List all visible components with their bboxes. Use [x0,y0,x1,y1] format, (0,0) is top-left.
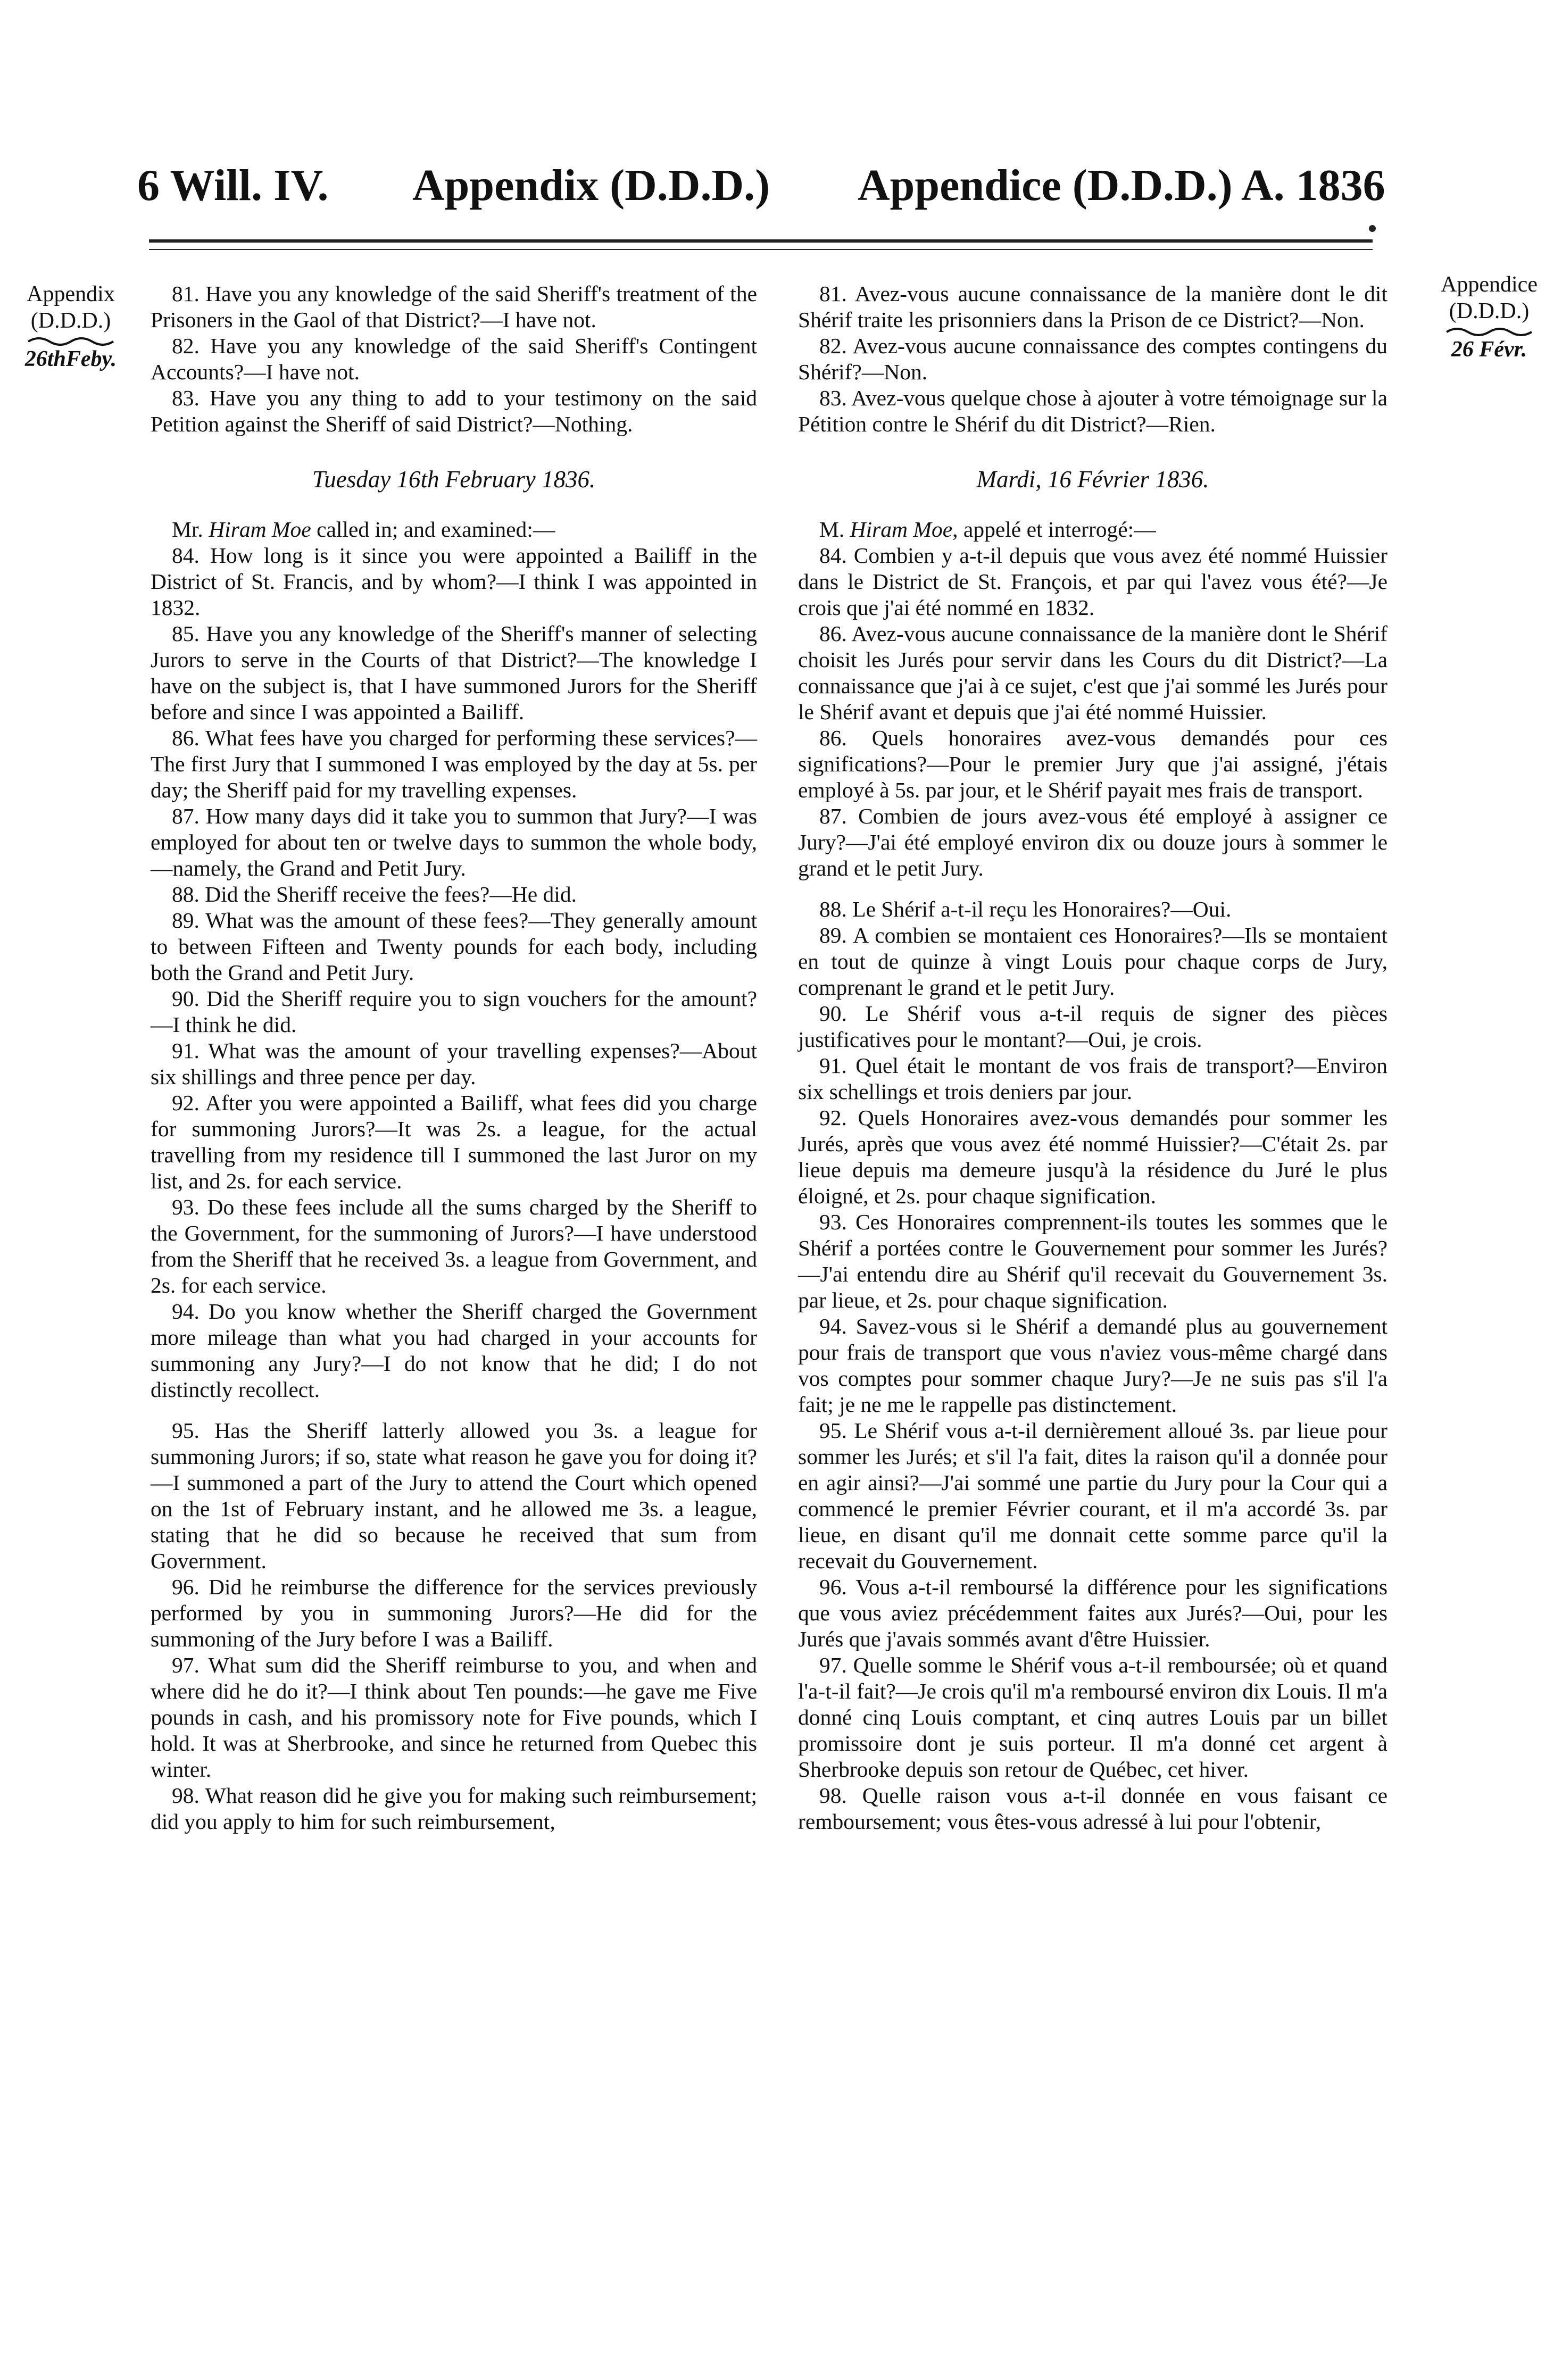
paragraph: 89. What was the amount of these fees?—They generally amount to between Fifteen and Twenty pounds for each body, including both the Grand and Petit Jury. [151,908,757,985]
paragraph: 86. Avez-vous aucune connaissance de la manière dont le Shérif choisit les Jurés pour servir dans les Cours du dit District?—La connaissance que j'ai à ce sujet, c'est que j'ai sommé les Jurés pour le Shérif avant et depuis que j'ai été nommé Huissier. [798,621,1387,724]
paragraph: 95. Has the Sheriff latterly allowed you 3s. a league for summoning Jurors; if so, state what reason he gave you for doing it?—I summoned a part of the Jury to attend the Court which opened on the 1st of February instant, and he allowed me 3s. a league, stating that he did so because he received that sum from Government. [151,1418,757,1573]
session-date: Mardi, 16 Février 1836. [976,466,1209,493]
paragraph: 94. Do you know whether the Sheriff charged the Government more mileage than what you had charged in your accounts for summoning any Jury?—I do not know that he did; I do not distinctly recollect. [151,1299,757,1402]
session-date: Tuesday 16th February 1836. [312,466,596,493]
header-volume: 6 Will. IV. [137,161,329,210]
witness-line [798,517,1387,543]
header-rule-thin [149,249,1373,250]
paragraph: 97. What sum did the Sheriff reimburse to you, and when and where did he do it?—I think about Ten pounds:—he gave me Five pounds in cash, and his promissory note for Five pounds, which I hold. It was at Sherbrooke, and since he returned from Quebec this winter. [151,1653,757,1782]
paragraph: 85. Have you any knowledge of the Sheriff's manner of selecting Jurors to serve in the Courts of that District?—The knowledge I have on the subject is, that I have summoned Jurors for the Sheriff before and since I was appointed a Bailiff. [151,621,757,724]
paragraph: 92. Quels Honoraires avez-vous demandés pour sommer les Jurés, après que vous avez été nommé Huissier?—C'était 2s. par lieue depuis ma demeure jusqu'à la résidence du Juré le plus éloigné, et 2s. pour chaque signification. [798,1105,1387,1208]
paragraph: 93. Ces Honoraires comprennent-ils toutes les sommes que le Shérif a portées contre le Gouvernement pour sommer les Jurés?—J'ai entendu dire au Shérif qu'il recevait du Gouvernement 3s. par lieue, et 2s. pour chaque signification. [798,1210,1387,1312]
paragraph: 88. Le Shérif a-t-il reçu les Honoraires?—Oui. [819,897,1232,921]
header-appendix-fr: Appendice (D.D.D.) A. 1836 [858,161,1385,210]
paragraph: 86. Quels honoraires avez-vous demandés pour ces significations?—Pour le premier Jury que j'ai assigné, j'étais employé à 5s. par jour, et le Shérif payait mes frais de transport. [798,726,1387,802]
margin-label: Appendix [27,282,115,306]
witness-prefix: M. [819,517,845,542]
paragraph: 98. Quelle raison vous a-t-il donnée en vous faisant ce remboursement; vous êtes-vous adressé à lui pour l'obtenir, [798,1783,1387,1834]
paragraph: 89. A combien se montaient ces Honoraires?—Ils se montaient en tout de quinze à vingt Louis pour chaque corps de Jury, comprenant le grand et le petit Jury. [798,923,1387,1000]
witness-name: Hiram Moe [850,517,953,542]
paragraph: 86. What fees have you charged for performing these services?—The first Jury that I summoned I was employed by the day at 5s. per day; the Sheriff paid for my travelling expenses. [151,726,757,802]
margin-note-left [4,281,137,372]
margin-sub: (D.D.D.) [30,309,111,333]
paragraph: 91. What was the amount of your travelling expenses?—About six shillings and three pence per day. [151,1038,757,1089]
paragraph: 82. Avez-vous aucune connaissance des comptes contingens du Shérif?—Non. [798,334,1387,384]
paragraph: 98. What reason did he give you for making such reimbursement; did you apply to him for such reimbursement, [151,1783,757,1834]
paragraph: 96. Vous a-t-il remboursé la différence pour les significations que vous aviez précédemment faites aux Jurés?—Oui, pour les Jurés que j'avais sommés avant d'être Huissier. [798,1575,1387,1651]
paragraph: 83. Avez-vous quelque chose à ajouter à votre témoignage sur la Pétition contre le Shérif du dit District?—Rien. [798,386,1387,436]
header-rule-thick [149,239,1373,243]
paragraph: 81. Avez-vous aucune connaissance de la manière dont le dit Shérif traite les prisonniers dans la Prison de ce District?—Non. [798,281,1387,332]
paragraph: 91. Quel était le montant de vos frais de transport?—Environ six schellings et trois deniers par jour. [798,1053,1387,1104]
paragraph: 88. Did the Sheriff receive the fees?—He did. [172,882,577,906]
french-column [798,281,1387,1835]
witness-line [151,517,757,543]
paragraph: 82. Have you any knowledge of the said Sheriff's Contingent Accounts?—I have not. [151,334,757,384]
margin-sub: (D.D.D.) [1449,299,1530,323]
paragraph: 87. Combien de jours avez-vous été employé à assigner ce Jury?—J'ai été employé environ dix ou douze jours à sommer le grand et le petit Jury. [798,804,1387,880]
margin-label: Appendice [1441,272,1538,297]
paragraph: 90. Did the Sheriff require you to sign vouchers for the amount?—I think he did. [151,986,757,1037]
paragraph: 83. Have you any thing to add to your testimony on the said Petition against the Sheriff of said District?—Nothing. [151,386,757,436]
paragraph: 97. Quelle somme le Shérif vous a-t-il remboursée; où et quand l'a-t-il fait?—Je crois qu'il m'a remboursé environ dix Louis. Il m'a donné cinq Louis comptant, et cinq autres Louis par un billet promissoire dont je suis porteur. Il m'a donné cet argent à Sherbrooke depuis son retour de Québec, cet hiver. [798,1653,1387,1782]
witness-prefix: Mr. [172,517,203,542]
witness-suffix: , appelé et interrogé:— [952,517,1156,542]
paragraph: 92. After you were appointed a Bailiff, what fees did you charge for summoning Jurors?—It was 2s. a league, for the actual travelling from my residence till I summoned the last Juror on my list, and 2s. for each service. [151,1091,757,1193]
paragraph: 87. How many days did it take you to summon that Jury?—I was employed for about ten or twelve days to summon the whole body,—namely, the Grand and Petit Jury. [151,804,757,880]
header-appendix-en: Appendix (D.D.D.) [412,161,770,210]
wave-ornament [26,334,116,346]
paragraph: 95. Le Shérif vous a-t-il dernièrement alloué 3s. par lieue pour sommer les Jurés; et s'il l'a fait, dites la raison qu'il a donnée pour en agir ainsi?—J'ai sommé une partie du Jury pour la Cour qui a commencé le premier Février courant, et il m'a accordé 3s. par lieue, en disant qu'il me donnait cette somme parce qu'il la recevait du Gouvernement. [798,1418,1387,1573]
wave-ornament [1444,324,1534,336]
paragraph: 90. Le Shérif vous a-t-il requis de signer des pièces justificatives pour le montant?—Oui, je crois. [798,1001,1387,1052]
witness-suffix: called in; and examined:— [317,517,555,542]
english-column [151,281,757,1835]
paragraph: 84. How long is it since you were appointed a Bailiff in the District of St. Francis, and by whom?—I think I was appointed in 1832. [151,543,757,620]
paragraph: 93. Do these fees include all the sums charged by the Sheriff to the Government, for the summoning of Jurors?—I have understood from the Sheriff that he received 3s. a league from Government, and 2s. for each service. [151,1195,757,1297]
margin-note-right [1417,271,1561,363]
paragraph: 94. Savez-vous si le Shérif a demandé plus au gouvernement pour frais de transport que vous n'aviez vous-même chargé dans vos comptes pour sommer chaque Jury?—Je ne suis pas s'il l'a fait; je ne me le rappelle pas distinctement. [798,1314,1387,1417]
paragraph: 84. Combien y a-t-il depuis que vous avez été nommé Huissier dans le District de St. François, et par qui l'avez vous été?—Je crois que j'ai été nommé en 1832. [798,543,1387,620]
margin-date: 26 Févr. [1451,337,1527,362]
paragraph: 81. Have you any knowledge of the said Sheriff's treatment of the Prisoners in the Gaol of that District?—I have not. [151,281,757,332]
header-dot [1369,225,1376,232]
witness-name: Hiram Moe [209,517,311,542]
margin-date: 26thFeby. [24,347,117,371]
paragraph: 96. Did he reimburse the difference for the services previously performed by you in summoning Jurors?—He did for the summoning of the Jury before I was a Bailiff. [151,1575,757,1651]
